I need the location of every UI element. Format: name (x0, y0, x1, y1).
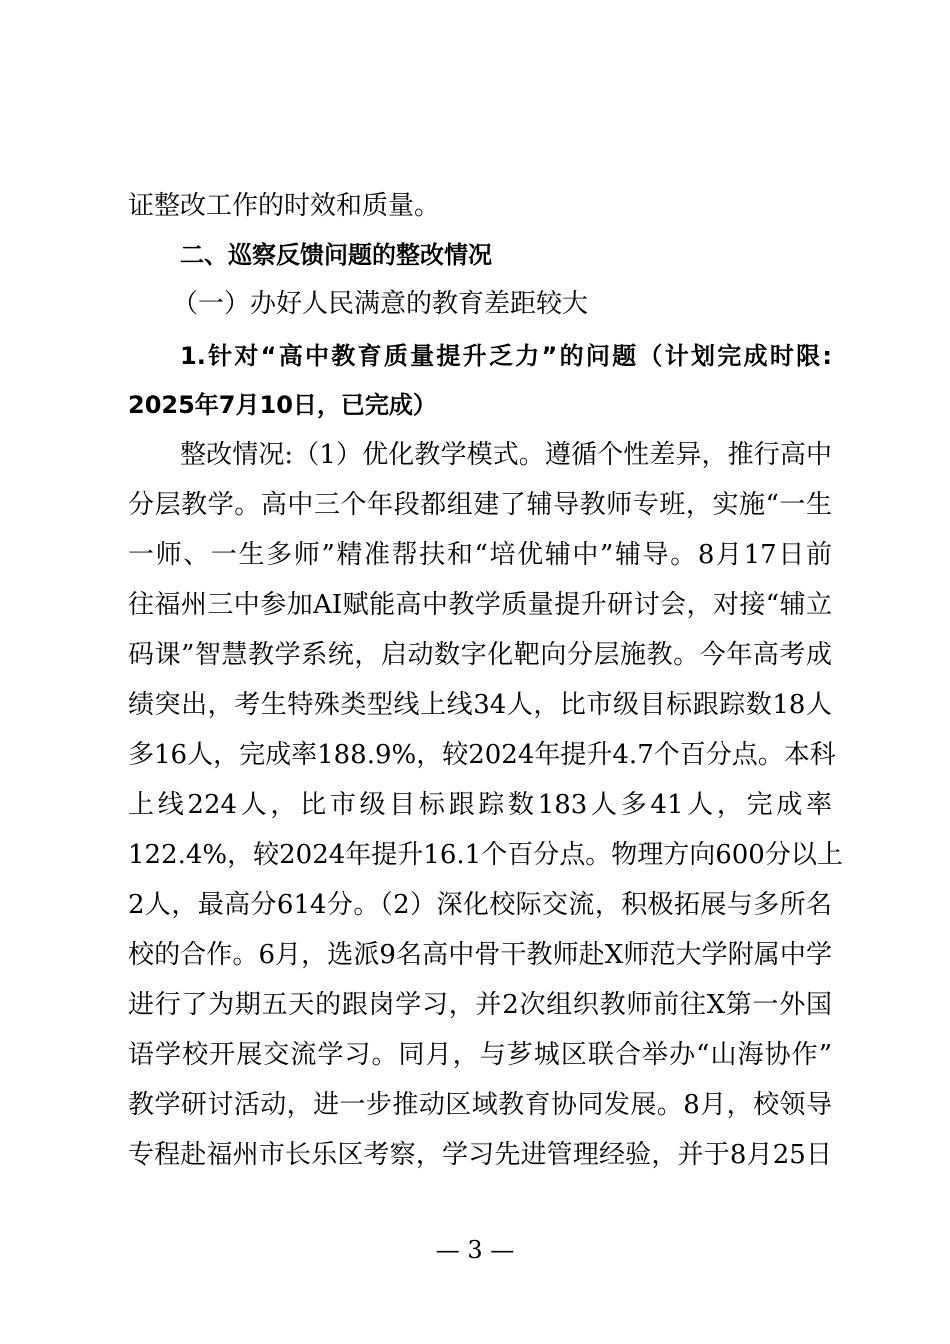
paragraph-line: 2人，最高分614分。（2）深化校际交流，积极拓展与多所名 (128, 890, 832, 920)
paragraph-line: 校的合作。6月，选派9名高中骨干教师赴X师范大学附属中学 (128, 940, 832, 970)
paragraph-line: 证整改工作的时效和质量。 (128, 191, 441, 221)
paragraph-line: 绩突出，考生特殊类型线上线34人，比市级目标跟踪数18人 (128, 690, 832, 720)
paragraph-line: 整改情况:（1）优化教学模式。遵循个性差异，推行高中 (180, 440, 832, 470)
paragraph-line: 专程赴福州市长乐区考察，学习先进管理经验，并于8月25日 (128, 1140, 832, 1170)
page-number: — 3 — (435, 1236, 515, 1264)
paragraph-line: 教学研讨活动，进一步推动区域教育协同发展。8月，校领导 (128, 1090, 832, 1120)
paragraph-line: 分层教学。高中三个年段都组建了辅导教师专班，实施“一生 (128, 490, 832, 520)
paragraph-line: 语学校开展交流学习。同月，与芗城区联合举办“山海协作” (128, 1040, 832, 1070)
paragraph-line: 往福州三中参加AI赋能高中教学质量提升研讨会，对接“辅立 (128, 590, 832, 620)
subsection-heading: （一）办好人民满意的教育差距较大 (172, 289, 589, 319)
item-heading-line: 1.针对“高中教育质量提升乏力”的问题（计划完成时限: (180, 342, 832, 370)
paragraph-line: 上线224人，比市级目标跟踪数183人多41人，完成率 (128, 790, 832, 820)
item-heading-line: 2025年7月10日，已完成） (128, 391, 437, 419)
paragraph-line: 多16人，完成率188.9%，较2024年提升4.7个百分点。本科 (128, 740, 836, 770)
paragraph-line: 进行了为期五天的跟岗学习，并2次组织教师前往X第一外国 (128, 990, 832, 1020)
paragraph-line: 码课”智慧教学系统，启动数字化靶向分层施教。今年高考成 (128, 640, 832, 670)
paragraph-line: 122.4%，较2024年提升16.1个百分点。物理方向600分以上 (128, 840, 843, 870)
section-heading: 二、巡察反馈问题的整改情况 (180, 241, 492, 269)
paragraph-line: 一师、一生多师”精准帮扶和“培优辅中”辅导。8月17日前 (128, 540, 832, 570)
